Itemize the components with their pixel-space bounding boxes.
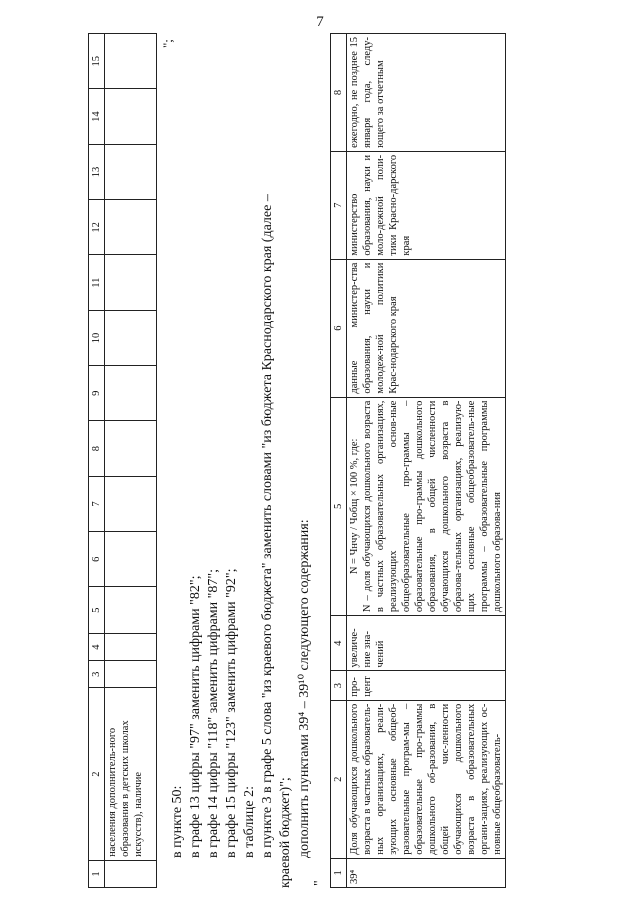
body-line: в пункте 3 в графе 5 слова "из краевого бюджета" заменить словами "из бюджета Краснодарского края (далее – xyxy=(260,194,275,858)
table-row xyxy=(105,34,157,888)
table-cell: 11 xyxy=(89,255,105,310)
table-cell xyxy=(105,310,157,365)
body-line: в графе 14 цифры "118" заменить цифрами "87"; xyxy=(206,569,221,858)
table-cell: увеличе-ние зна-чений xyxy=(347,616,506,671)
table-cell xyxy=(105,860,157,887)
table-cell: ежегодно, не позднее 15 января года, следу-ющего за отчетным xyxy=(347,34,506,152)
table-cell: 3 xyxy=(89,661,105,688)
table-cell: 7 xyxy=(89,476,105,531)
table-cell: 8 xyxy=(89,421,105,476)
table-cell: министерство образования, науки и моло-дежной поли-тики Красно-дарского края xyxy=(347,151,506,259)
table-cell: 1 xyxy=(331,858,347,887)
page-number: 7 xyxy=(316,14,324,30)
table-cell xyxy=(105,532,157,587)
table-cell: населения дополнитель-ного образования в детских школах искусств), наличие xyxy=(105,688,157,861)
table-cell: 4 xyxy=(89,634,105,661)
table-cell: 6 xyxy=(331,259,347,397)
table-cell: 15 xyxy=(89,34,105,89)
table-header-row xyxy=(331,34,347,888)
body-line: в графе 13 цифры "97" заменить цифрами "82"; xyxy=(188,575,203,858)
bottom-table xyxy=(330,33,506,888)
table-cell xyxy=(105,89,157,144)
rotated-page-content xyxy=(0,28,640,888)
table-cell xyxy=(105,587,157,634)
table-cell: 2 xyxy=(331,700,347,858)
table-row xyxy=(347,34,506,888)
formula: N = Чнчу / Чобщ × 100 %, где: xyxy=(349,438,360,575)
body-line: в таблице 2: xyxy=(242,786,257,858)
table-cell xyxy=(105,144,157,199)
table-cell: 9 xyxy=(89,366,105,421)
table-cell: 5 xyxy=(331,397,347,616)
table-cell xyxy=(105,661,157,688)
body-line: дополнить пунктами 39⁴ – 39¹⁰ следующего содержания: xyxy=(297,519,312,858)
body-line: в графе 15 цифры "123" заменить цифрами "92"; xyxy=(224,568,239,858)
table-cell xyxy=(105,366,157,421)
closing-quote: "; xyxy=(160,39,175,48)
table-cell: 5 xyxy=(89,587,105,634)
table-cell xyxy=(105,421,157,476)
table-cell: 2 xyxy=(89,688,105,861)
table-cell xyxy=(105,476,157,531)
formula-definition: N – доля обучающихся дошкольного возраста в частных образовательных организациях, реализующих основ-ные общеобразовательные про-граммы – образовательные про-граммы дошкольного образования, в общей численности обучающихся дошкольного возраста в образова-тельных организациях, реализую-щих основные общеобразователь-ные программы – образовательные программы дошкольного образова-ния xyxy=(362,400,503,613)
table-cell: 14 xyxy=(89,89,105,144)
opening-quote: " xyxy=(312,880,327,886)
body-line: краевой бюджет)"; xyxy=(278,777,293,888)
top-table xyxy=(88,33,157,888)
table-cell: Доля обучающихся дошкольного возраста в частных образователь-ных организациях, реали-зующих основные общеоб-разовательные програм-мы – образовательные про-граммы дошкольного об-разования, в общей чис-ленности обучающихся дошкольного возраста в образовательных органи-зациях, реализующих ос-новные общеобразователь- xyxy=(347,700,506,858)
table-cell: 4 xyxy=(331,616,347,671)
table-cell: 39⁴ xyxy=(347,858,506,887)
table-cell xyxy=(105,200,157,255)
table-cell xyxy=(105,634,157,661)
table-header-row xyxy=(89,34,105,888)
table-cell xyxy=(105,255,157,310)
table-cell: про-цент xyxy=(347,671,506,700)
table-cell: 1 xyxy=(89,860,105,887)
table-cell xyxy=(347,397,506,616)
table-cell: 13 xyxy=(89,144,105,199)
table-cell: данные министер-ства образования, науки и молодеж-ной политики Крас-нодарского края xyxy=(347,259,506,397)
table-cell: 12 xyxy=(89,200,105,255)
table-cell: 7 xyxy=(331,151,347,259)
table-cell: 3 xyxy=(331,671,347,700)
table-cell: 6 xyxy=(89,532,105,587)
table-cell xyxy=(105,34,157,89)
table-cell: 10 xyxy=(89,310,105,365)
table-cell: 8 xyxy=(331,34,347,152)
body-line: в пункте 50: xyxy=(170,785,185,858)
